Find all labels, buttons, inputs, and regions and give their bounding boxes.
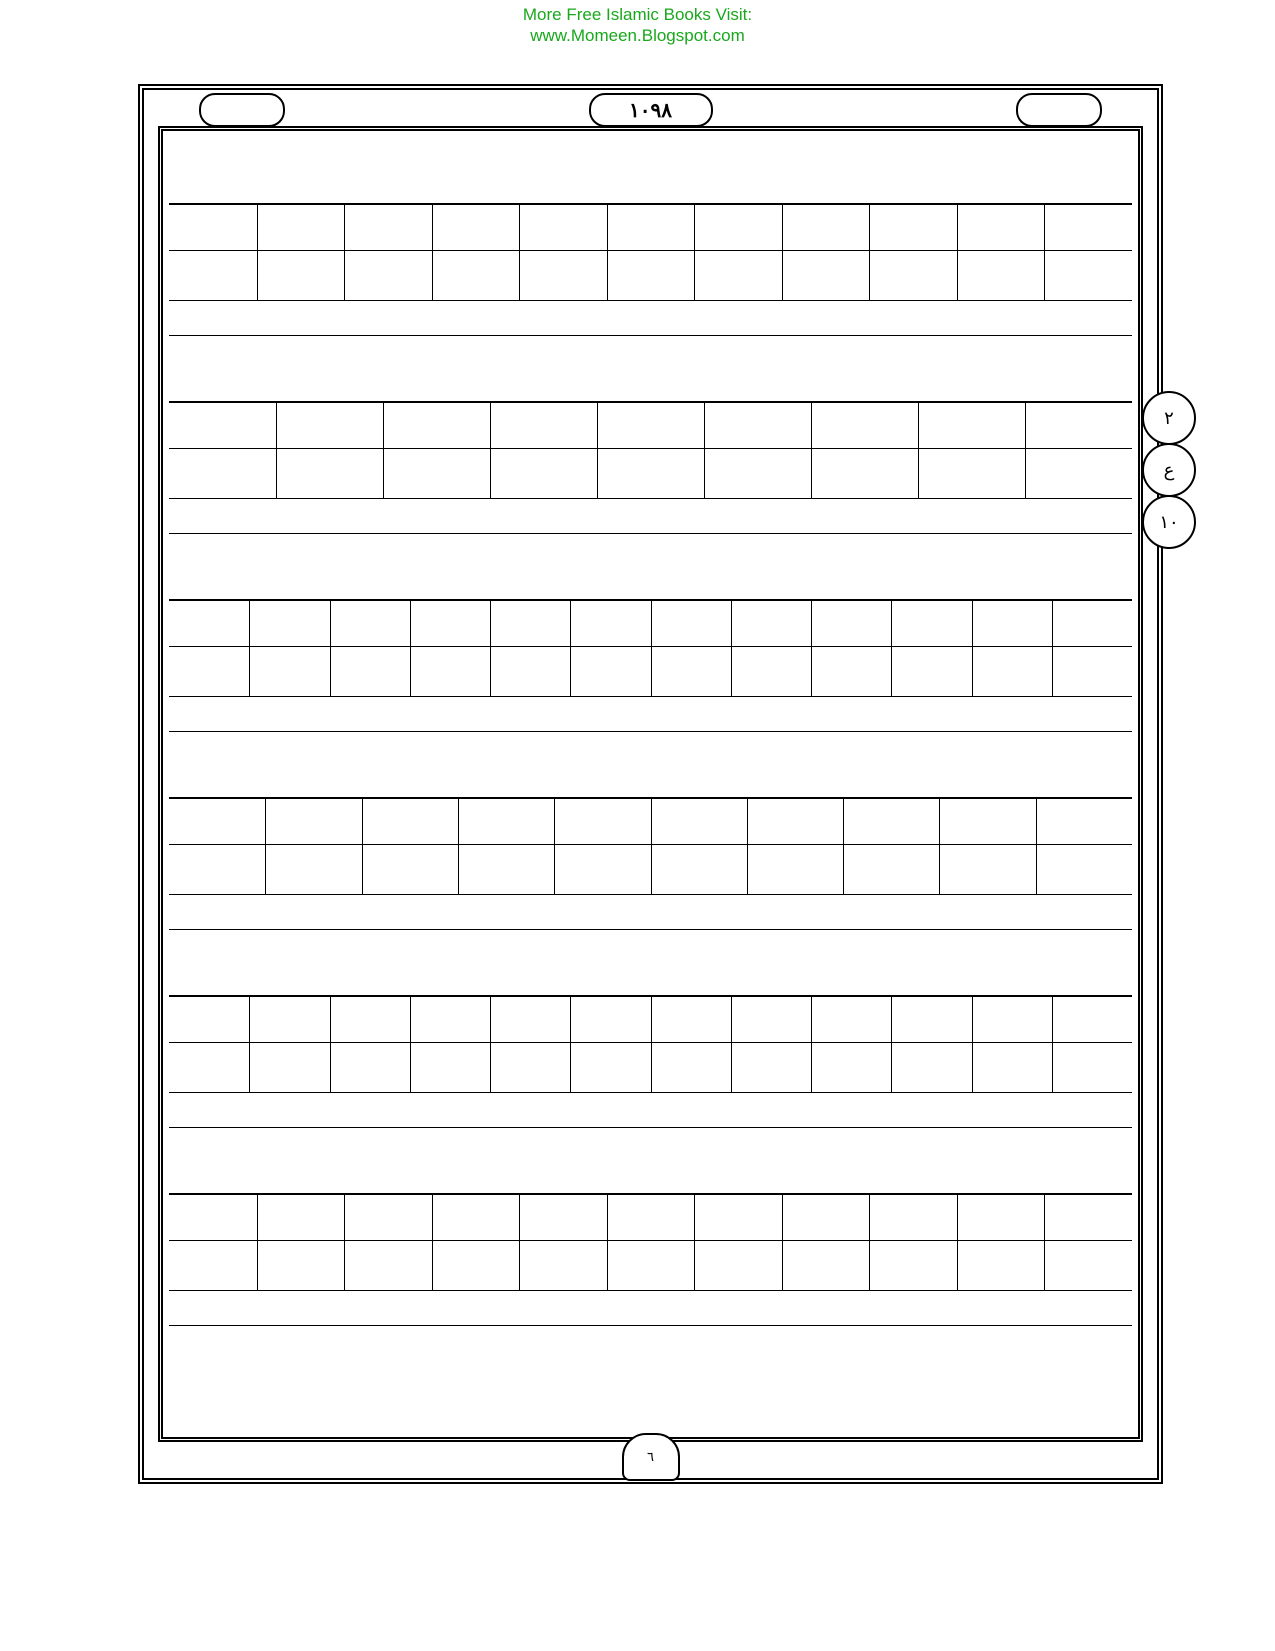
meaning-cell — [1052, 1043, 1132, 1093]
meaning-cell — [490, 647, 570, 697]
word-cell — [1036, 797, 1132, 845]
surah-name-label — [199, 93, 285, 127]
verse-block — [169, 335, 1132, 534]
word-cell — [972, 995, 1052, 1043]
meaning-cell — [811, 1043, 891, 1093]
ruku-mark-middle: ع — [1142, 443, 1196, 497]
translation-line — [169, 501, 1132, 533]
meaning-cell — [458, 845, 554, 895]
word-cell — [570, 995, 650, 1043]
meaning-cell — [169, 1043, 249, 1093]
word-cell — [570, 599, 650, 647]
meaning-cell — [651, 845, 747, 895]
word-cell — [490, 401, 597, 449]
meaning-cell — [651, 1043, 731, 1093]
meaning-cell — [344, 1241, 432, 1291]
verse-line — [169, 533, 1132, 601]
word-cell — [330, 599, 410, 647]
manzil-marker — [622, 1433, 680, 1481]
word-cell — [383, 401, 490, 449]
meaning-cell — [169, 1241, 257, 1291]
manzil-number: ٦ — [647, 1449, 654, 1465]
word-cell — [519, 1193, 607, 1241]
meaning-cell — [169, 449, 276, 499]
meaning-cell — [490, 449, 597, 499]
word-cell — [891, 995, 971, 1043]
word-cell — [362, 797, 458, 845]
word-cell — [811, 401, 918, 449]
word-cell — [257, 1193, 345, 1241]
word-cell — [1025, 401, 1132, 449]
meaning-cell — [843, 845, 939, 895]
juz-label — [1016, 93, 1102, 127]
word-row — [169, 203, 1132, 251]
meaning-cell — [869, 251, 957, 301]
word-cell — [432, 203, 520, 251]
verse-block — [169, 137, 1132, 336]
word-cell — [458, 797, 554, 845]
word-cell — [432, 1193, 520, 1241]
meaning-cell — [1044, 251, 1132, 301]
ruku-mark-bottom: ١٠ — [1142, 495, 1196, 549]
verse-block — [169, 929, 1132, 1128]
meaning-cell — [731, 1043, 811, 1093]
content-frame — [158, 98, 1179, 1465]
word-row — [169, 797, 1132, 845]
verse-block — [169, 533, 1132, 732]
word-cell — [782, 203, 870, 251]
meaning-cell — [276, 449, 383, 499]
word-cell — [704, 401, 811, 449]
meaning-row — [169, 1241, 1132, 1291]
meaning-cell — [169, 647, 249, 697]
word-cell — [249, 599, 329, 647]
translation-line — [169, 699, 1132, 731]
meaning-cell — [704, 449, 811, 499]
word-cell — [169, 1193, 257, 1241]
translation-line — [169, 1293, 1132, 1325]
word-cell — [869, 1193, 957, 1241]
meaning-cell — [1036, 845, 1132, 895]
meaning-cell — [694, 251, 782, 301]
word-cell — [169, 797, 265, 845]
verse-blocks — [169, 137, 1132, 1431]
meaning-cell — [891, 1043, 971, 1093]
verse-line — [169, 731, 1132, 799]
word-cell — [276, 401, 383, 449]
word-cell — [957, 203, 1045, 251]
meaning-cell — [939, 845, 1035, 895]
word-cell — [410, 599, 490, 647]
meaning-cell — [362, 845, 458, 895]
meaning-cell — [747, 845, 843, 895]
meaning-cell — [1025, 449, 1132, 499]
meaning-cell — [651, 647, 731, 697]
page-number: ۱۰۹۸ — [589, 93, 713, 127]
word-cell — [811, 599, 891, 647]
word-cell — [257, 203, 345, 251]
meaning-cell — [782, 1241, 870, 1291]
translation-line — [169, 1095, 1132, 1127]
word-row — [169, 1193, 1132, 1241]
ruku-mark-top: ٢ — [1142, 391, 1196, 445]
word-cell — [651, 797, 747, 845]
word-cell — [869, 203, 957, 251]
word-cell — [782, 1193, 870, 1241]
meaning-cell — [570, 1043, 650, 1093]
verse-line — [169, 1127, 1132, 1195]
meaning-row — [169, 1043, 1132, 1093]
meaning-cell — [694, 1241, 782, 1291]
word-cell — [972, 599, 1052, 647]
word-cell — [811, 995, 891, 1043]
verse-block — [169, 1127, 1132, 1326]
word-row — [169, 995, 1132, 1043]
word-cell — [651, 995, 731, 1043]
meaning-cell — [607, 1241, 695, 1291]
verse-line — [169, 929, 1132, 997]
page-frame — [138, 84, 1179, 1484]
word-cell — [607, 203, 695, 251]
verse-block — [169, 731, 1132, 930]
watermark-line-2[interactable]: www.Momeen.Blogspot.com — [530, 26, 745, 45]
meaning-cell — [957, 1241, 1045, 1291]
word-cell — [265, 797, 361, 845]
meaning-cell — [972, 1043, 1052, 1093]
meaning-cell — [811, 647, 891, 697]
word-cell — [554, 797, 650, 845]
meaning-cell — [344, 251, 432, 301]
word-cell — [490, 599, 570, 647]
translation-line — [169, 897, 1132, 929]
meaning-row — [169, 647, 1132, 697]
meaning-cell — [249, 1043, 329, 1093]
meaning-cell — [869, 1241, 957, 1291]
meaning-cell — [432, 1241, 520, 1291]
meaning-cell — [1052, 647, 1132, 697]
meaning-cell — [972, 647, 1052, 697]
meaning-cell — [257, 1241, 345, 1291]
meaning-cell — [1044, 1241, 1132, 1291]
verse-line — [169, 137, 1132, 205]
meaning-cell — [257, 251, 345, 301]
meaning-cell — [731, 647, 811, 697]
word-cell — [169, 995, 249, 1043]
meaning-cell — [891, 647, 971, 697]
meaning-row — [169, 251, 1132, 301]
watermark-line-1[interactable]: More Free Islamic Books Visit: — [522, 5, 753, 24]
word-cell — [843, 797, 939, 845]
meaning-cell — [957, 251, 1045, 301]
meaning-cell — [330, 1043, 410, 1093]
word-cell — [1052, 995, 1132, 1043]
meaning-cell — [782, 251, 870, 301]
meaning-cell — [519, 1241, 607, 1291]
word-cell — [169, 203, 257, 251]
word-cell — [169, 599, 249, 647]
meaning-cell — [918, 449, 1025, 499]
word-cell — [731, 995, 811, 1043]
meaning-cell — [169, 845, 265, 895]
word-cell — [249, 995, 329, 1043]
word-cell — [694, 203, 782, 251]
watermark — [0, 4, 1275, 46]
word-cell — [607, 1193, 695, 1241]
meaning-cell — [383, 449, 490, 499]
meaning-cell — [811, 449, 918, 499]
meaning-cell — [410, 1043, 490, 1093]
meaning-cell — [432, 251, 520, 301]
word-row — [169, 401, 1132, 449]
meaning-row — [169, 845, 1132, 895]
meaning-cell — [249, 647, 329, 697]
word-cell — [731, 599, 811, 647]
word-cell — [1044, 203, 1132, 251]
word-cell — [344, 1193, 432, 1241]
meaning-cell — [490, 1043, 570, 1093]
word-cell — [410, 995, 490, 1043]
word-cell — [1052, 599, 1132, 647]
meaning-cell — [169, 251, 257, 301]
word-cell — [330, 995, 410, 1043]
word-cell — [519, 203, 607, 251]
meaning-cell — [570, 647, 650, 697]
meaning-cell — [597, 449, 704, 499]
word-cell — [1044, 1193, 1132, 1241]
meaning-cell — [607, 251, 695, 301]
meaning-cell — [519, 251, 607, 301]
translation-line — [169, 303, 1132, 335]
word-cell — [490, 995, 570, 1043]
word-cell — [939, 797, 1035, 845]
word-cell — [344, 203, 432, 251]
word-cell — [957, 1193, 1045, 1241]
word-cell — [651, 599, 731, 647]
word-row — [169, 599, 1132, 647]
meaning-cell — [265, 845, 361, 895]
word-cell — [597, 401, 704, 449]
word-cell — [169, 401, 276, 449]
meaning-cell — [330, 647, 410, 697]
word-cell — [694, 1193, 782, 1241]
meaning-row — [169, 449, 1132, 499]
word-cell — [747, 797, 843, 845]
word-cell — [918, 401, 1025, 449]
meaning-cell — [554, 845, 650, 895]
verse-line — [169, 335, 1132, 403]
meaning-cell — [410, 647, 490, 697]
word-cell — [891, 599, 971, 647]
